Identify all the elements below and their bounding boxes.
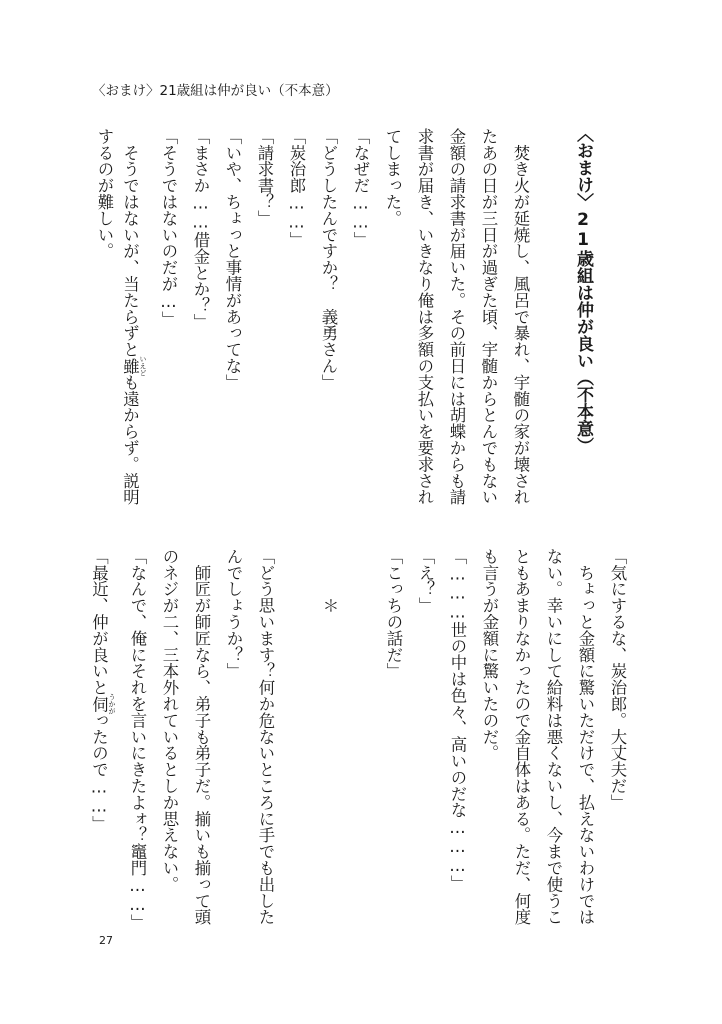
- running-header: 〈おまけ〉21歳組は仲が良い（不本意）: [92, 83, 339, 99]
- text-column: 「どうしたんですか？ 義勇さん」: [319, 128, 338, 391]
- text-column: 「気にするな、炭治郎。大丈夫だ」: [608, 548, 627, 811]
- text-column: 「………世の中は色々、高いのだな………」: [448, 548, 467, 892]
- text-segment: 「最近、仲が良いと: [89, 548, 109, 696]
- text-column: 金額の請求書が届いた。その前日には胡蝶からも請: [447, 128, 466, 506]
- text-column: 「なぜだ……」: [351, 128, 370, 248]
- text-column: ＊: [320, 548, 339, 614]
- text-column: 「どう思います？何か危ないところに手でも出した: [256, 548, 275, 926]
- text-segment: ったので……」: [89, 712, 109, 833]
- text-column: 「こっちの話だ」: [384, 548, 403, 680]
- text-column: 焚き火が延焼し、風呂で暴れ、宇髄の家が壊され: [511, 128, 530, 506]
- text-column: 師匠が師匠なら、弟子も弟子だ。揃いも揃って頭: [192, 548, 211, 926]
- blank-line: [350, 548, 372, 928]
- text-column: のネジが二、三本外れているとしか思えない。: [160, 548, 179, 893]
- ruby-base: 伺: [89, 693, 109, 715]
- ruby-text: いえど: [139, 355, 147, 377]
- ruby-annotation: [120, 355, 147, 377]
- text-column: たあの日が三日が過ぎた頃、宇髄からとんでもない: [479, 128, 498, 506]
- page-number: 27: [99, 934, 113, 947]
- text-column: [89, 548, 116, 928]
- text-segment: そうではないが、当たらずと: [120, 128, 140, 358]
- text-column: ちょっと金額に驚いただけで、払えないわけでは: [576, 548, 595, 926]
- text-column: 「え？」: [416, 548, 435, 614]
- text-column: 「請求書？」: [255, 128, 274, 227]
- text-column: 「なんで、俺にそれを言いにきたよォ？竈門……」: [128, 548, 147, 931]
- ruby-text: うかが: [108, 693, 116, 715]
- text-column: ない。幸いにして給料は悪くないし、今まで使うこ: [544, 548, 563, 926]
- text-column: 「まさか……借金とか？」: [191, 128, 210, 330]
- text-column: ともあまりなかったので金自体はある。ただ、何度: [512, 548, 531, 926]
- blank-line: [286, 548, 308, 928]
- ruby-base: 雖: [120, 355, 140, 377]
- text-column: 「炭治郎……」: [287, 128, 306, 248]
- text-column: も言うが金額に驚いたのだ。: [480, 548, 499, 762]
- text-column: てしまった。: [383, 128, 402, 227]
- text-column: んでしょうか？」: [224, 548, 243, 680]
- text-column: 「そうではないのだが…」: [159, 128, 178, 328]
- text-segment: も遠からず。説明: [120, 374, 140, 506]
- text-column: するのが難しい。: [95, 128, 114, 260]
- text-column: 「いや、ちょっと事情があってな」: [223, 128, 242, 391]
- text-column: 求書が届き、いきなり俺は多額の支払いを要求され: [415, 128, 434, 506]
- ruby-annotation: [89, 693, 116, 715]
- text-column: [120, 128, 147, 508]
- chapter-title: 〈おまけ〉21歳組は仲が良い（不本意）: [573, 125, 593, 454]
